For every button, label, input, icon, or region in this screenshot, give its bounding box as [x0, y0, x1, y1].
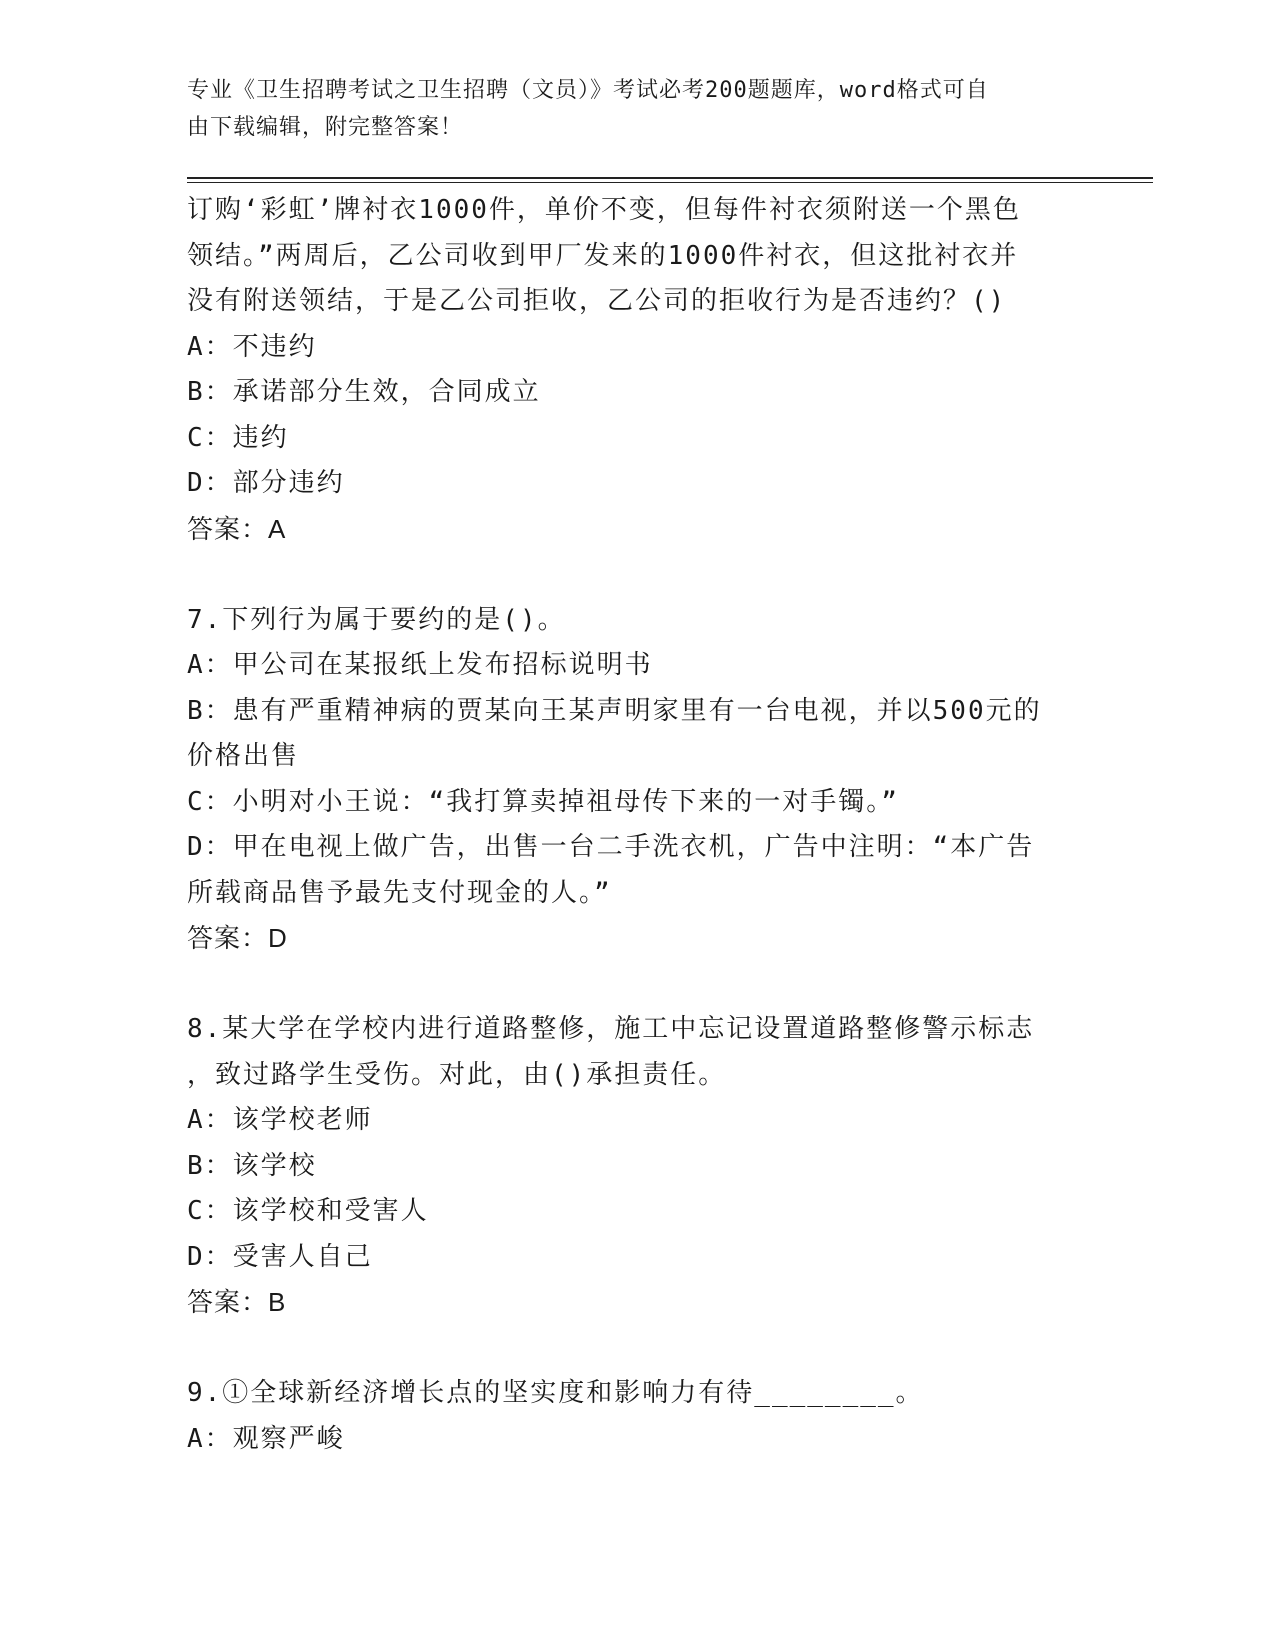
answer-label: 答案：B [187, 1287, 287, 1317]
option-b: B：患有严重精神病的贾某向王某声明家里有一台电视，并以500元的 [187, 695, 1042, 726]
option-c: C：该学校和受害人 [187, 1196, 429, 1226]
spacer [187, 1326, 1087, 1372]
option-a: A：观察严峻 [187, 1423, 345, 1454]
question-7 [187, 598, 1087, 962]
header-divider-thick [187, 177, 1153, 179]
question-6 [187, 188, 1087, 552]
option-b-continued: 价格出售 [187, 741, 300, 771]
option-d: D：甲在电视上做广告，出售一台二手洗衣机，广告中注明：“本广告 [187, 832, 1035, 862]
answer-label: 答案：A [187, 513, 287, 544]
spacer [187, 552, 1087, 598]
option-b: B：该学校 [187, 1150, 317, 1181]
question-stem-line: 8.某大学在学校内进行道路整修，施工中忘记设置道路整修警示标志 [187, 1014, 1035, 1044]
option-a: A：该学校老师 [187, 1105, 373, 1135]
option-c: C：小明对小王说：“我打算卖掉祖母传下来的一对手镯。” [187, 786, 899, 817]
option-d: D：受害人自己 [187, 1241, 373, 1272]
header-divider-thin [187, 182, 1153, 183]
question-stem-line: 没有附送领结，于是乙公司拒收，乙公司的拒收行为是否违约？() [187, 286, 1007, 316]
question-stem-line: 领结。”两周后，乙公司收到甲厂发来的1000件衬衣，但这批衬衣并 [187, 240, 1019, 271]
header-line-1: 专业《卫生招聘考试之卫生招聘（文员）》考试必考200题题库，word格式可自 [187, 78, 989, 103]
option-c: C：违约 [187, 422, 289, 453]
document-header [187, 72, 1067, 146]
option-d: D：部分违约 [187, 468, 345, 498]
question-9 [187, 1371, 1087, 1462]
answer-label: 答案：D [187, 923, 288, 953]
option-a: A：不违约 [187, 331, 317, 362]
question-stem-line: 7.下列行为属于要约的是()。 [187, 604, 566, 635]
document-body [187, 188, 1087, 1462]
question-stem-line: 9.①全球新经济增长点的坚实度和影响力有待________。 [187, 1378, 924, 1408]
question-stem-line: 订购‘彩虹’牌衬衣1000件，单价不变，但每件衬衣须附送一个黑色 [187, 195, 1021, 225]
option-a: A：甲公司在某报纸上发布招标说明书 [187, 650, 653, 680]
question-8 [187, 1007, 1087, 1326]
header-line-2: 由下载编辑，附完整答案！ [187, 115, 464, 140]
spacer [187, 962, 1087, 1008]
option-b: B：承诺部分生效，合同成立 [187, 377, 541, 407]
question-stem-line: ，致过路学生受伤。对此，由()承担责任。 [187, 1059, 727, 1090]
option-d-continued: 所载商品售予最先支付现金的人。” [187, 877, 612, 908]
